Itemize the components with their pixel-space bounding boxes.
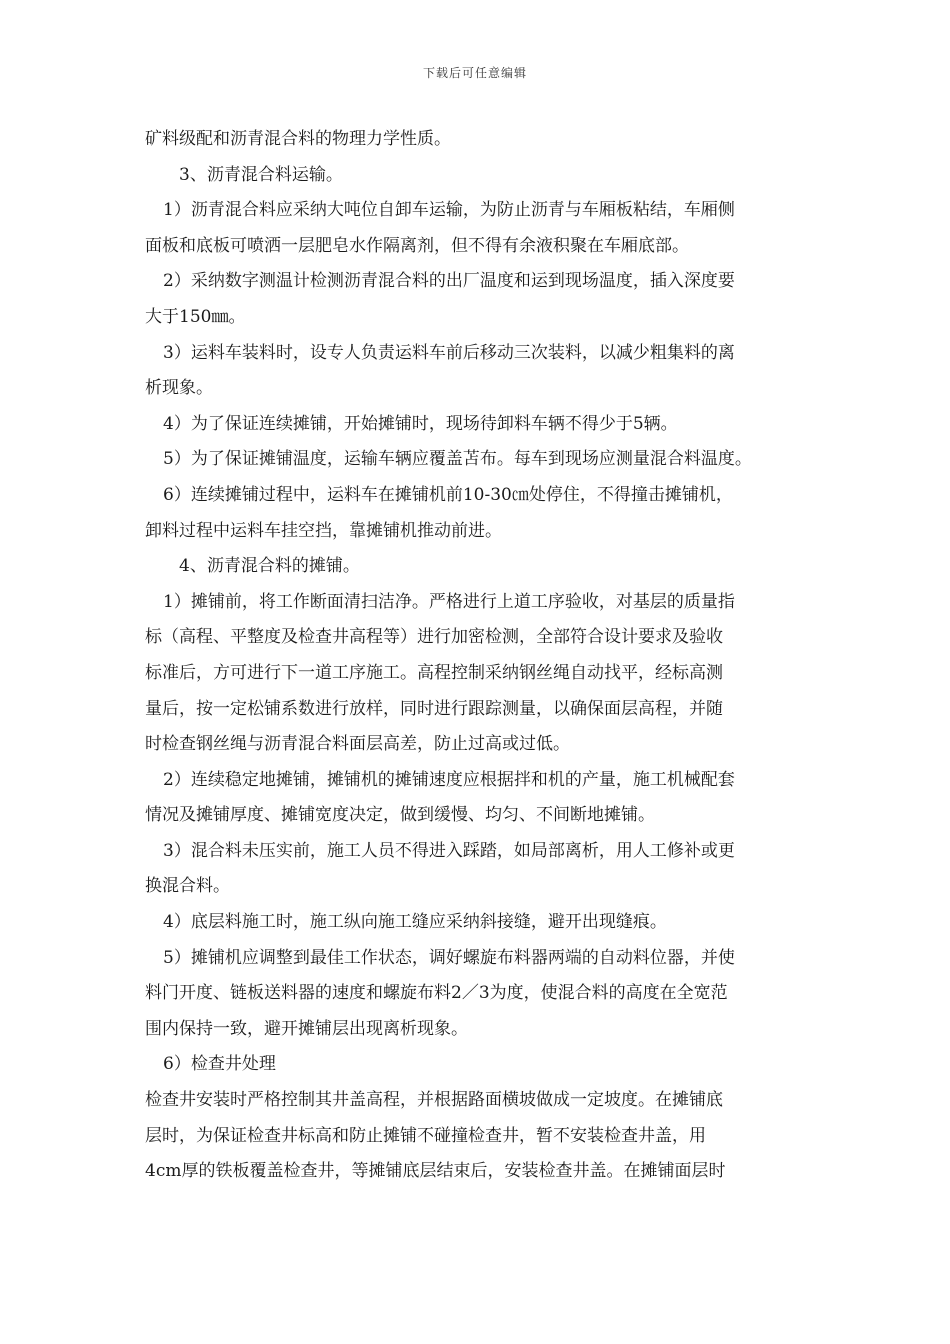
text-line: 4cm厚的铁板覆盖检查井，等摊铺底层结束后，安装检查井盖。在摊铺面层时 [145, 1161, 726, 1182]
section-heading: 4、沥青混合料的摊铺。 [179, 556, 360, 577]
text-line: 时检查钢丝绳与沥青混合料面层高差，防止过高或过低。 [145, 734, 570, 755]
text-line: 5）为了保证摊铺温度，运输车辆应覆盖苫布。每车到现场应测量混合料温度。 [163, 449, 752, 470]
text-line: 1）沥青混合料应采纳大吨位自卸车运输，为防止沥青与车厢板粘结，车厢侧 [163, 200, 735, 221]
text-line: 情况及摊铺厚度、摊铺宽度决定，做到缓慢、均匀、不间断地摊铺。 [145, 805, 655, 826]
text-line: 标（高程、平整度及检查井高程等）进行加密检测，全部符合设计要求及验收 [145, 627, 723, 648]
text-line: 3）运料车装料时，设专人负责运料车前后移动三次装料，以减少粗集料的离 [163, 342, 735, 363]
text-line: 卸料过程中运料车挂空挡，靠摊铺机推动前进。 [145, 520, 502, 541]
text-line: 1）摊铺前，将工作断面清扫洁净。严格进行上道工序验收，对基层的质量指 [163, 591, 735, 612]
text-line: 析现象。 [145, 378, 213, 399]
text-line: 5）摊铺机应调整到最佳工作状态，调好螺旋布料器两端的自动料位器，并使 [163, 947, 735, 968]
text-line: 料门开度、链板送料器的速度和螺旋布料2／3为度，使混合料的高度在全宽范 [145, 983, 728, 1004]
text-line: 6）检查井处理 [163, 1054, 276, 1075]
text-line: 检查井安装时严格控制其井盖高程，并根据路面横坡做成一定坡度。在摊铺底 [145, 1090, 723, 1111]
section-heading: 3、沥青混合料运输。 [179, 164, 343, 185]
text-line: 标准后，方可进行下一道工序施工。高程控制采纳钢丝绳自动找平，经标高测 [145, 662, 723, 683]
text-line: 3）混合料未压实前，施工人员不得进入踩踏，如局部离析，用人工修补或更 [163, 840, 735, 861]
page-header: 下载后可任意编辑 [422, 66, 527, 80]
text-line: 面板和底板可喷洒一层肥皂水作隔离剂，但不得有余液积聚在车厢底部。 [145, 235, 689, 256]
text-line: 换混合料。 [145, 876, 230, 897]
text-line: 大于150㎜。 [145, 306, 246, 327]
text-line: 2）连续稳定地摊铺，摊铺机的摊铺速度应根据拌和机的产量，施工机械配套 [163, 769, 735, 790]
text-line: 4）为了保证连续摊铺，开始摊铺时，现场待卸料车辆不得少于5辆。 [163, 413, 678, 434]
text-line: 4）底层料施工时，施工纵向施工缝应采纳斜接缝，避开出现缝痕。 [163, 912, 667, 933]
text-line: 围内保持一致，避开摊铺层出现离析现象。 [145, 1018, 468, 1039]
text-line: 量后，按一定松铺系数进行放样，同时进行跟踪测量，以确保面层高程，并随 [145, 698, 723, 719]
text-line: 6）连续摊铺过程中，运料车在摊铺机前10-30㎝处停住，不得撞击摊铺机， [163, 484, 733, 505]
text-line: 层时，为保证检查井标高和防止摊铺不碰撞检查井，暂不安装检查井盖，用 [145, 1125, 706, 1146]
document-body [145, 122, 815, 1190]
text-line: 矿料级配和沥青混合料的物理力学性质。 [145, 129, 451, 149]
text-line: 2）采纳数字测温计检测沥青混合料的出厂温度和运到现场温度，插入深度要 [163, 271, 735, 292]
